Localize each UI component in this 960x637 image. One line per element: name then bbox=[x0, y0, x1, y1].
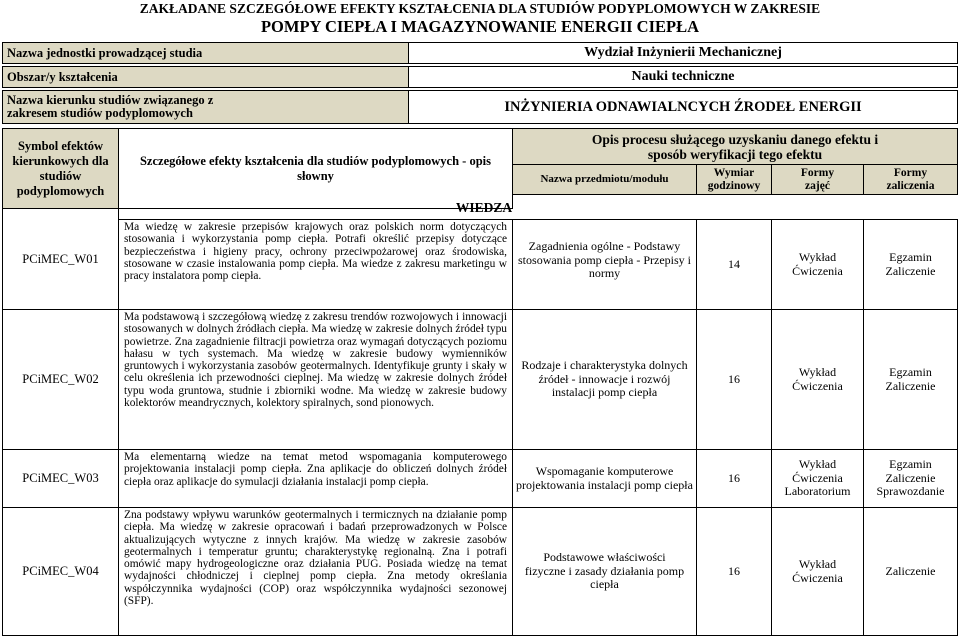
row-code: PCiMEC_W02 bbox=[2, 309, 119, 450]
form-item: Laboratorium bbox=[784, 484, 851, 499]
row-forms bbox=[771, 219, 864, 310]
header-effects: Szczegółowe efekty kształcenia dla studiów podyplomowych - opis słowny bbox=[139, 153, 492, 183]
form-item: Ćwiczenia bbox=[792, 570, 843, 585]
row-hours: 16 bbox=[696, 449, 772, 508]
form-item: Wykład bbox=[798, 557, 837, 571]
label-area: Obszar/y kształcenia bbox=[2, 66, 409, 88]
row-hours: 16 bbox=[696, 309, 772, 450]
doc-title-line2: POMPY CIEPŁA I MAGAZYNOWANIE ENERGII CIEPŁA bbox=[260, 17, 700, 36]
header-process: Opis procesu służącego uzyskaniu danego efektu i sposób weryfikacji tego efektu bbox=[591, 131, 879, 162]
row-module: Zagadnienia ogólne - Podstawy stosowania pomp ciepła - Przepisy i normy bbox=[518, 239, 691, 280]
row-forms bbox=[771, 507, 864, 636]
header-hours: Wymiar godzinowy bbox=[707, 166, 761, 192]
row-module-wrap bbox=[512, 219, 697, 310]
label-field-wrap bbox=[2, 90, 409, 124]
header-forms: Formy zajęć bbox=[800, 166, 835, 192]
row-forms bbox=[771, 449, 864, 508]
row-code: PCiMEC_W01 bbox=[2, 208, 119, 310]
value-area: Nauki techniczne bbox=[408, 66, 958, 88]
row-assessment bbox=[863, 507, 958, 636]
assessment-item: Zaliczenie bbox=[885, 263, 936, 278]
form-item: Wykład bbox=[798, 365, 837, 379]
assessment-item: Sprawozdanie bbox=[876, 484, 945, 499]
header-assessment-wrap bbox=[863, 164, 958, 195]
header-module: Nazwa przedmiotu/modułu bbox=[512, 164, 697, 195]
header-hours-wrap bbox=[696, 164, 772, 195]
row-code: PCiMEC_W04 bbox=[2, 507, 119, 636]
form-item: Wykład bbox=[798, 457, 837, 472]
row-forms bbox=[771, 309, 864, 450]
row-description: Ma podstawową i szczegółową wiedzę z zakresu trendów rozwojowych i innowacji stosowanych w dolnych źródłach ciepła. Ma wiedzę w zakresie dolnych źródeł typu powietrze. Zna zagadnienie filtracji powietrza oraz wymagań dotyczących poziomu hałasu w tych systemach. Ma wiedzę w zakresie budowy wymienników gruntowych i wykorzystania zasobów geotermalnych. Identyfikuje grunty i skały w celu określenia ich przewodności cieplnej. Ma wiedzę w zakresie dolnych źródeł typu woda gruntowa, studnie i zbiorniki wodne. Ma wiedzę w zakresie budowy kolektorów meandrycznych, kolektory spiralnych, sond pionowych. bbox=[118, 309, 513, 450]
row-description: Zna podstawy wpływu warunków geotermalnych i termicznych na działanie pomp ciepła. Ma wiedzę w zakresie opracowań i badań przeprowadzonych w Polsce aktualizujących wytyczne z innych krajów. Ma wiedzę w zakresie zasobów geotermalnych i temperatur gruntu; charakterystykę regionalną. Zna i potrafi omówić mapy hydrogeologiczne oraz działania PUG. Posiada wiedzę na temat wydajności chłodniczej i cieplnej pomp ciepła. Zna metody określania współczynnika wydajności (COP) oraz współczynnika wydajności sezonowej (SFP). bbox=[118, 507, 513, 636]
row-hours: 16 bbox=[696, 507, 772, 636]
assessment-item: Egzamin bbox=[889, 250, 932, 264]
assessment-item: Zaliczenie bbox=[885, 378, 936, 393]
row-assessment bbox=[863, 449, 958, 508]
assessment-item: Zaliczenie bbox=[885, 470, 936, 485]
row-module-wrap bbox=[512, 309, 697, 450]
assessment-item: Egzamin bbox=[889, 457, 932, 472]
row-module: Rodzaje i charakterystyka dolnych źródeł - innowacje i rozwój instalacji pomp ciepła bbox=[521, 358, 688, 400]
assessment-item: Egzamin bbox=[889, 365, 932, 379]
value-unit: Wydział Inżynierii Mechanicznej bbox=[408, 42, 958, 64]
row-module: Wspomaganie komputerowe projektowania instalacji pomp ciepła bbox=[516, 464, 693, 492]
row-assessment bbox=[863, 219, 958, 310]
row-description: Ma wiedzę w zakresie przepisów krajowych oraz polskich norm dotyczących stosowania i wykorzystania pomp ciepła. Potrafi określić przepisy dotyczące bezpieczeństwa i higieny pracy, ochrony przeciwpożarowej oraz środowiska, stosowane w czasie instalowania pomp ciepła. Ma wiedze z zakresu marketingu w pracy instalatora pomp ciepła. bbox=[118, 219, 513, 310]
doc-title-line1: ZAKŁADANE SZCZEGÓŁOWE EFEKTY KSZTAŁCENIA DLA STUDIÓW PODYPLOMOWYCH W ZAKRESIE bbox=[139, 1, 821, 16]
form-item: Ćwiczenia bbox=[792, 470, 843, 485]
row-module: Podstawowe właściwości fizyczne i zasady działania pomp ciepła bbox=[524, 550, 685, 592]
header-effects-wrap bbox=[118, 128, 513, 209]
section-wiedza: WIEDZA bbox=[455, 200, 513, 215]
row-module-wrap bbox=[512, 449, 697, 508]
row-assessment bbox=[863, 309, 958, 450]
form-item: Ćwiczenia bbox=[792, 378, 843, 393]
header-process-wrap bbox=[512, 128, 958, 165]
header-forms-wrap bbox=[771, 164, 864, 195]
label-unit: Nazwa jednostki prowadzącej studia bbox=[2, 42, 409, 64]
header-assessment: Formy zaliczenia bbox=[886, 166, 935, 192]
row-hours: 14 bbox=[696, 219, 772, 310]
header-symbol-wrap bbox=[2, 128, 119, 209]
row-description: Ma elementarną wiedze na temat metod wspomagania komputerowego projektowania instalacji pomp ciepła. Zna aplikacje do obliczeń dolnych źródeł ciepła oraz aplikacje do symulacji działania instalacji pomp ciepła. bbox=[118, 449, 513, 508]
assessment-item: Zaliczenie bbox=[885, 563, 936, 578]
row-module-wrap bbox=[512, 507, 697, 636]
form-item: Ćwiczenia bbox=[792, 263, 843, 278]
form-item: Wykład bbox=[798, 250, 837, 264]
label-field: Nazwa kierunku studiów związanego z zakresem studiów podyplomowych bbox=[7, 93, 214, 120]
header-symbol: Symbol efektów kierunkowych dla studiów podyplomowych bbox=[12, 138, 109, 198]
value-field: INŻYNIERIA ODNAWIALNCYCH ŹRODEŁ ENERGII bbox=[408, 90, 958, 124]
row-code: PCiMEC_W03 bbox=[2, 449, 119, 508]
